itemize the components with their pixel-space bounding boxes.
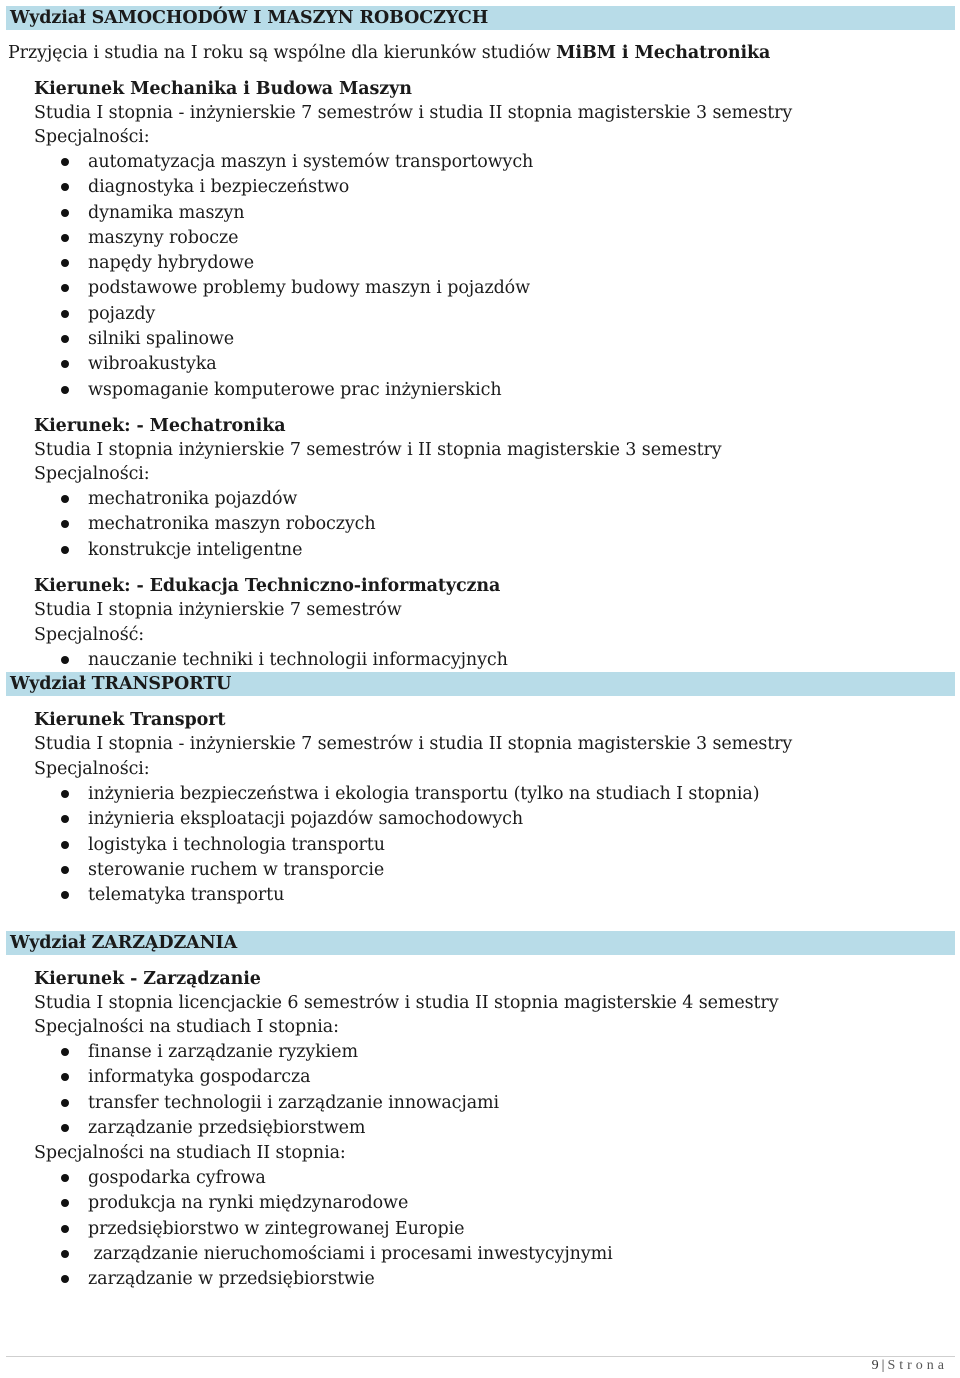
bullet-icon bbox=[61, 790, 69, 798]
faculty-header-transport: Wydział TRANSPORTU bbox=[6, 672, 955, 696]
bullet-icon bbox=[61, 656, 69, 664]
bullet-icon bbox=[61, 841, 69, 849]
bullet-icon bbox=[61, 158, 69, 166]
specialties-label-first-degree: Specjalności na studiach I stopnia: bbox=[34, 1017, 339, 1037]
course-studies-management: Studia I stopnia licencjackie 6 semestrów i studia II stopnia magisterskie 4 semestry bbox=[34, 993, 779, 1013]
bullet-icon bbox=[61, 891, 69, 899]
bullet-icon bbox=[61, 495, 69, 503]
bullet-icon bbox=[61, 284, 69, 292]
bullet-icon bbox=[61, 1124, 69, 1132]
bullet-icon bbox=[61, 209, 69, 217]
bullet-icon bbox=[61, 1250, 69, 1258]
bullet-icon bbox=[61, 386, 69, 394]
bullet-icon bbox=[61, 234, 69, 242]
bullet-icon bbox=[61, 335, 69, 343]
footer-separator: | bbox=[881, 1358, 885, 1373]
intro-text: Przyjęcia i studia na I roku są wspólne dla kierunków studiów bbox=[8, 43, 557, 63]
specialties-label-second-degree: Specjalności na studiach II stopnia: bbox=[34, 1143, 346, 1163]
course-title-education: Kierunek: - Edukacja Techniczno-informatyczna bbox=[34, 576, 501, 596]
bullet-icon bbox=[61, 183, 69, 191]
specialties-label-mechatronics: Specjalności: bbox=[34, 464, 150, 484]
footer-page-label: Strona bbox=[887, 1358, 948, 1373]
course-title-management: Kierunek - Zarządzanie bbox=[34, 969, 261, 989]
course-studies-transport: Studia I stopnia - inżynierskie 7 semestrów i studia II stopnia magisterskie 3 semestry bbox=[34, 734, 793, 754]
bullet-icon bbox=[61, 866, 69, 874]
bullet-icon bbox=[61, 1174, 69, 1182]
specialties-label-mibm: Specjalności: bbox=[34, 127, 150, 147]
page-footer bbox=[872, 1358, 948, 1374]
bullet-icon bbox=[61, 1073, 69, 1081]
course-studies-education: Studia I stopnia inżynierskie 7 semestrów bbox=[34, 600, 402, 620]
bullet-icon bbox=[61, 815, 69, 823]
course-studies-mibm: Studia I stopnia - inżynierskie 7 semestrów i studia II stopnia magisterskie 3 semestry bbox=[34, 103, 793, 123]
bullet-icon bbox=[61, 259, 69, 267]
course-title-transport: Kierunek Transport bbox=[34, 710, 226, 730]
bullet-icon bbox=[61, 1099, 69, 1107]
intro-bold-text: MiBM i Mechatronika bbox=[556, 43, 771, 63]
footer-divider bbox=[6, 1356, 955, 1357]
intro-line bbox=[8, 41, 770, 65]
specialty-label-education: Specjalność: bbox=[34, 625, 145, 645]
bullet-icon bbox=[61, 1199, 69, 1207]
specialties-label-transport: Specjalności: bbox=[34, 759, 150, 779]
course-studies-mechatronics: Studia I stopnia inżynierskie 7 semestrów i II stopnia magisterskie 3 semestry bbox=[34, 440, 722, 460]
bullet-icon bbox=[61, 310, 69, 318]
course-title-mechatronics: Kierunek: - Mechatronika bbox=[34, 416, 286, 436]
bullet-icon bbox=[61, 1048, 69, 1056]
bullet-icon bbox=[61, 1225, 69, 1233]
bullet-icon bbox=[61, 546, 69, 554]
page-number: 9 bbox=[871, 1358, 879, 1373]
bullet-icon bbox=[61, 360, 69, 368]
document-page: Wydział SAMOCHODÓW I MASZYN ROBOCZYCH Przyjęcia i studia na I roku są wspólne dla kierunków studiów MiBM i Mechatronika Kierunek Mechanika i Budowa Maszyn Studia I stopnia - inżynierskie 7 semestrów i studia II stopnia magisterskie 3 semestry Specjalności: automatyzacja maszyn i systemów transportowych diagnostyka i bezpieczeństwo dynamika maszyn maszyny robocze napędy hybrydowe podstawowe problemy budowy maszyn i pojazdów pojazdy silniki spalinowe wibroakustyka wspomaganie komputerowe prac inżynierskich Kierunek: - Mechatronika Studia I stopnia inżynierskie 7 semestrów i II stopnia magisterskie 3 semestry Specjalności: mechatronika pojazdów mechatronika maszyn roboczych konstrukcje inteligentne Kierunek: - Edukacja Techniczno-informatyczna Studia I stopnia inżynierskie 7 semestrów Specjalność: nauczanie techniki i technologii informacyjnych Wydział TRANSPORTU Kierunek Transport Studia I stopnia - inżynierskie 7 semestrów i studia II stopnia magisterskie 3 semestry Specjalności: inżynieria bezpieczeństwa i ekologia transportu (tylko na studiach I stopnia) inżynieria eksploatacji pojazdów samochodowych logistyka i technologia transportu sterowanie ruchem w transporcie telematyka transportu Wydział ZARZĄDZANIA Kierunek - Zarządzanie Studia I stopnia licencjackie 6 semestrów i studia II stopnia magisterskie 4 semestry Specjalności na studiach I stopnia: finanse i zarządzanie ryzykiem informatyka gospodarcza transfer technologii i zarządzanie innowacjami zarządzanie przedsiębiorstwem Specjalności na studiach II stopnia: gospodarka cyfrowa produkcja na rynki międzynarodowe przedsiębiorstwo w zintegrowanej Europie zarządzanie nieruchomościami i procesami inwestycyjnymi zarządzanie w przedsiębiorstwie 9 | Strona bbox=[0, 0, 960, 1378]
bullet-icon bbox=[61, 1275, 69, 1283]
course-title-mibm: Kierunek Mechanika i Budowa Maszyn bbox=[34, 79, 412, 99]
faculty-header-management: Wydział ZARZĄDZANIA bbox=[6, 931, 955, 955]
bullet-icon bbox=[61, 520, 69, 528]
faculty-header-mechanical: Wydział SAMOCHODÓW I MASZYN ROBOCZYCH bbox=[6, 6, 955, 30]
